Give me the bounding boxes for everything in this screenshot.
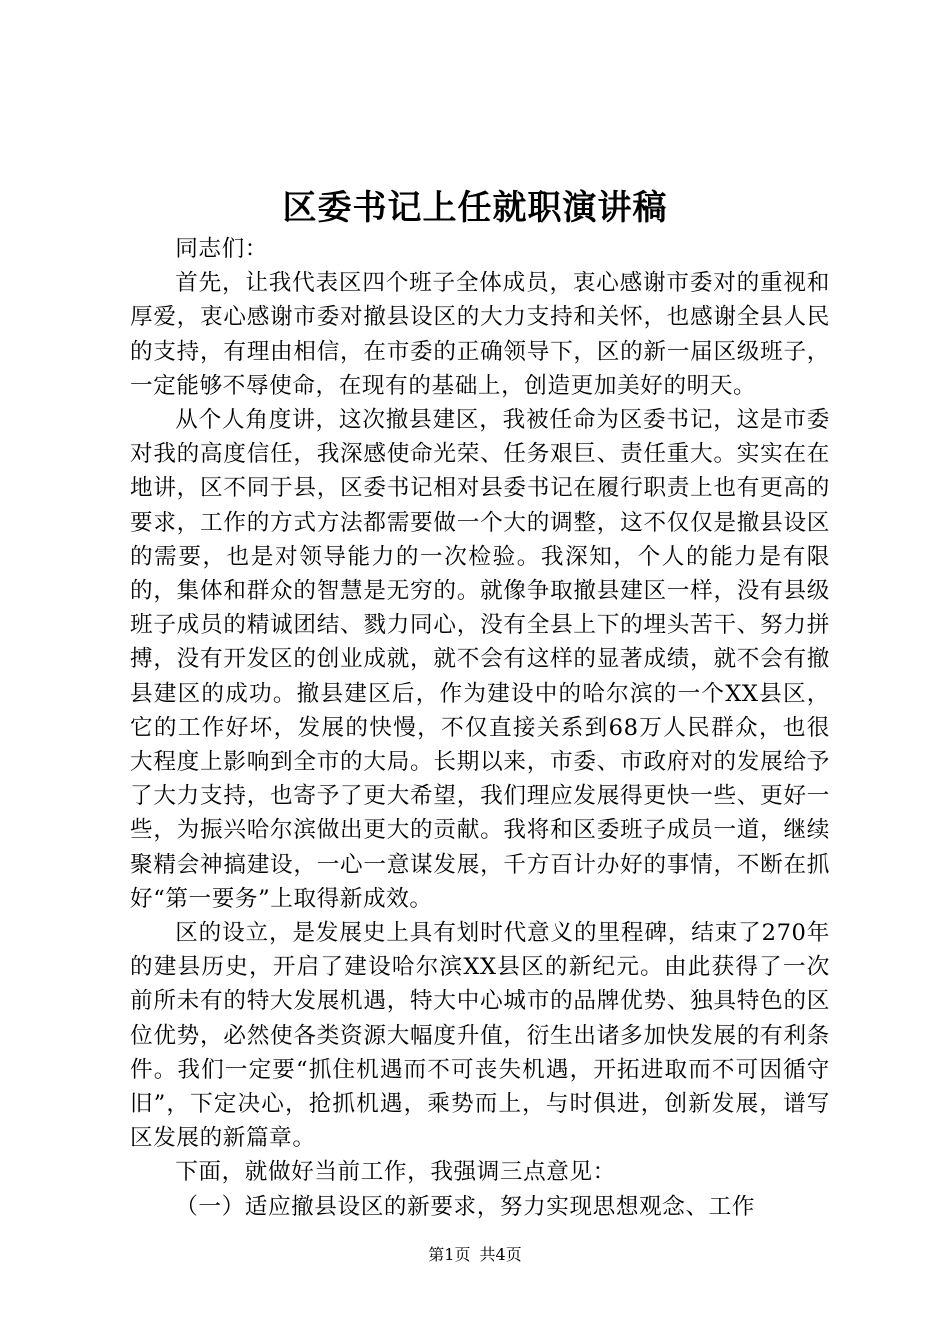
salutation: 同志们： xyxy=(175,236,268,262)
paragraph-3: 区的设立，是发展史上具有划时代意义的里程碑，结束了270年的建县历史，开启了建设哈尔滨XX县区的新纪元。由此获得了一次前所未有的特大发展机遇，特大中心城市的品牌优势、独具特色的区位优势，必然使各类资源大幅度升值，衍生出诸多加快发展的有利条件。我们一定要“抓住机遇而不可丧失机遇，开拓进取而不可因循守旧”，下定决心，抢抓机遇，乘势而上，与时俱进，创新发展，谱写区发展的新篇章。 xyxy=(130,920,830,1152)
page-footer: 第1页 共4页 xyxy=(428,1245,522,1264)
paragraph-4: 下面，就做好当前工作，我强调三点意见： xyxy=(175,1159,616,1186)
document-body xyxy=(130,232,830,1224)
page-title: 区委书记上任就职演讲稿 xyxy=(282,188,668,228)
list-item-1: （一）适应撤县设区的新要求，努力实现思想观念、工作 xyxy=(175,1193,756,1220)
paragraph-1: 首先，让我代表区四个班子全体成员，衷心感谢市委对的重视和厚爱，衷心感谢市委对撤县设区的大力支持和关怀，也感谢全县人民的支持，有理由相信，在市委的正确领导下，区的新一届区级班子，一定能够不辱使命，在现有的基础上，创造更加美好的明天。 xyxy=(130,270,830,399)
paragraph-2: 从个人角度讲，这次撤县建区，我被任命为区委书记，这是市委对我的高度信任，我深感使命光荣、任务艰巨、责任重大。实实在在地讲，区不同于县，区委书记相对县委书记在履行职责上也有更高的要求，工作的方式方法都需要做一个大的调整，这不仅仅是撤县设区的需要，也是对领导能力的一次检验。我深知，个人的能力是有限的，集体和群众的智慧是无穷的。就像争取撤县建区一样，没有县级班子成员的精诚团结、戮力同心，没有全县上下的埋头苦干、努力拼搏，没有开发区的创业成就，就不会有这样的显著成绩，就不会有撤县建区的成功。撤县建区后，作为建设中的哈尔滨的一个XX县区，它的工作好坏，发展的快慢，不仅直接关系到68万人民群众，也很大程度上影响到全市的大局。长期以来，市委、市政府对的发展给予了大力支持，也寄予了更大希望，我们理应发展得更快一些、更好一些，为振兴哈尔滨做出更大的贡献。我将和区委班子成员一道，继续聚精会神搞建设，一心一意谋发展，千方百计办好的事情，不断在抓好“第一要务”上取得新成效。 xyxy=(130,407,830,912)
